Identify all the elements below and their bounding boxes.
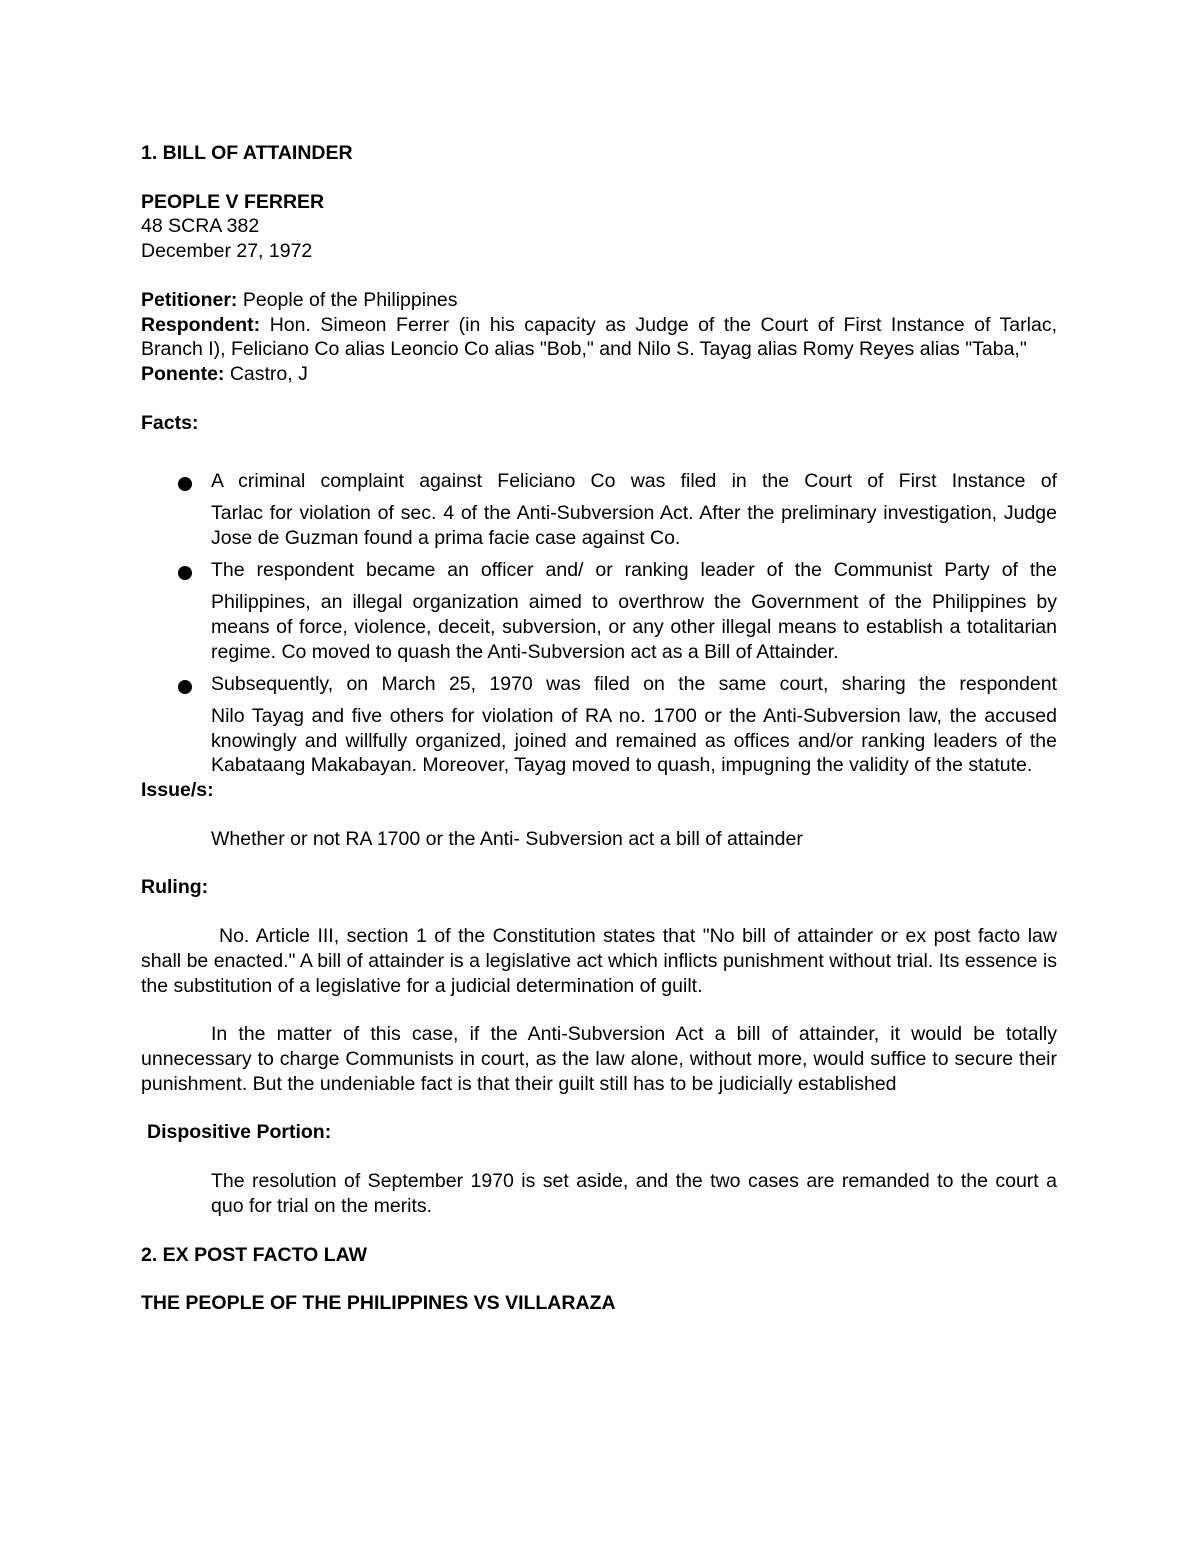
ruling-paragraph-2: In the matter of this case, if the Anti-Subversion Act a bill of attainder, it would be totally unnecessary to charge Communists in court, as the law alone, without more, would suffice to secure their punishment. But the undeniable fact is that their guilt still has to be judicially established bbox=[141, 1023, 1057, 1095]
ponente-line bbox=[141, 362, 1057, 387]
dispositive-label: Dispositive Portion: bbox=[147, 1121, 332, 1144]
respondent-line bbox=[141, 313, 1057, 362]
fact-rest: Tarlac for violation of sec. 4 of the Anti-Subversion Act. After the preliminary investigation, Judge Jose de Guzman found a prima facie case against Co. bbox=[211, 502, 1057, 549]
bullet-icon bbox=[178, 477, 192, 491]
facts-list bbox=[141, 469, 1057, 778]
fact-rest: Philippines, an illegal organization aimed to overthrow the Government of the Philippines by means of force, violence, deceit, subversion, or any other illegal means to establish a totalitarian regime. Co moved to quash the Anti-Subversion act as a Bill of Attainder. bbox=[211, 591, 1057, 663]
petitioner-label: Petitioner: bbox=[141, 288, 238, 311]
petitioner-value: People of the Philippines bbox=[237, 288, 458, 311]
case-title: PEOPLE V FERRER bbox=[141, 190, 325, 213]
list-item bbox=[141, 672, 1057, 778]
bullet-icon bbox=[178, 566, 192, 580]
respondent-value: Hon. Simeon Ferrer (in his capacity as Judge of the Court of First Instance of Tarlac, Branch I), Feliciano Co alias Leoncio Co alias "Bob," and Nilo S. Tayag alias Romy Reyes alias "Taba," bbox=[141, 313, 1057, 361]
list-item bbox=[141, 558, 1057, 664]
list-item bbox=[141, 469, 1057, 550]
ruling-paragraph-1: No. Article III, section 1 of the Constitution states that "No bill of attainder or ex post facto law shall be enacted." A bill of attainder is a legislative act which inflicts punishment without trial. Its essence is the substitution of a legislative for a judicial determination of guilt. bbox=[141, 925, 1057, 997]
document-page bbox=[141, 141, 1057, 1316]
case-date: December 27, 1972 bbox=[141, 240, 313, 263]
fact-first-line: The respondent became an officer and/ or ranking leader of the Communist Party of the bbox=[211, 559, 1057, 582]
section-heading-ex-post-facto: 2. EX POST FACTO LAW bbox=[141, 1243, 368, 1266]
issue-text: Whether or not RA 1700 or the Anti- Subversion act a bill of attainder bbox=[211, 827, 803, 850]
fact-first-line: Subsequently, on March 25, 1970 was filed on the same court, sharing the respondent bbox=[211, 673, 1057, 696]
case-title-villaraza: THE PEOPLE OF THE PHILIPPINES VS VILLARAZA bbox=[141, 1292, 616, 1315]
bullet-icon bbox=[178, 680, 192, 694]
dispositive-text: The resolution of September 1970 is set aside, and the two cases are remanded to the court a quo for trial on the merits. bbox=[211, 1170, 1057, 1217]
section-heading-bill-of-attainder: 1. BILL OF ATTAINDER bbox=[141, 142, 353, 164]
ponente-label: Ponente: bbox=[141, 362, 225, 385]
ruling-label: Ruling: bbox=[141, 876, 209, 899]
issues-label: Issue/s: bbox=[141, 779, 214, 802]
facts-label: Facts: bbox=[141, 411, 199, 434]
fact-rest: Nilo Tayag and five others for violation of RA no. 1700 or the Anti-Subversion law, the accused knowingly and willfully organized, joined and remained as offices and/or ranking leaders of the Kabataang Makabayan. Moreover, Tayag moved to quash, impugning the validity of the statute. bbox=[211, 704, 1057, 777]
case-citation: 48 SCRA 382 bbox=[141, 215, 260, 238]
petitioner-line bbox=[141, 288, 1057, 313]
respondent-label: Respondent: bbox=[141, 313, 261, 336]
ponente-value: Castro, J bbox=[224, 362, 308, 385]
fact-first-line: A criminal complaint against Feliciano Co was filed in the Court of First Instance of bbox=[211, 470, 1057, 493]
